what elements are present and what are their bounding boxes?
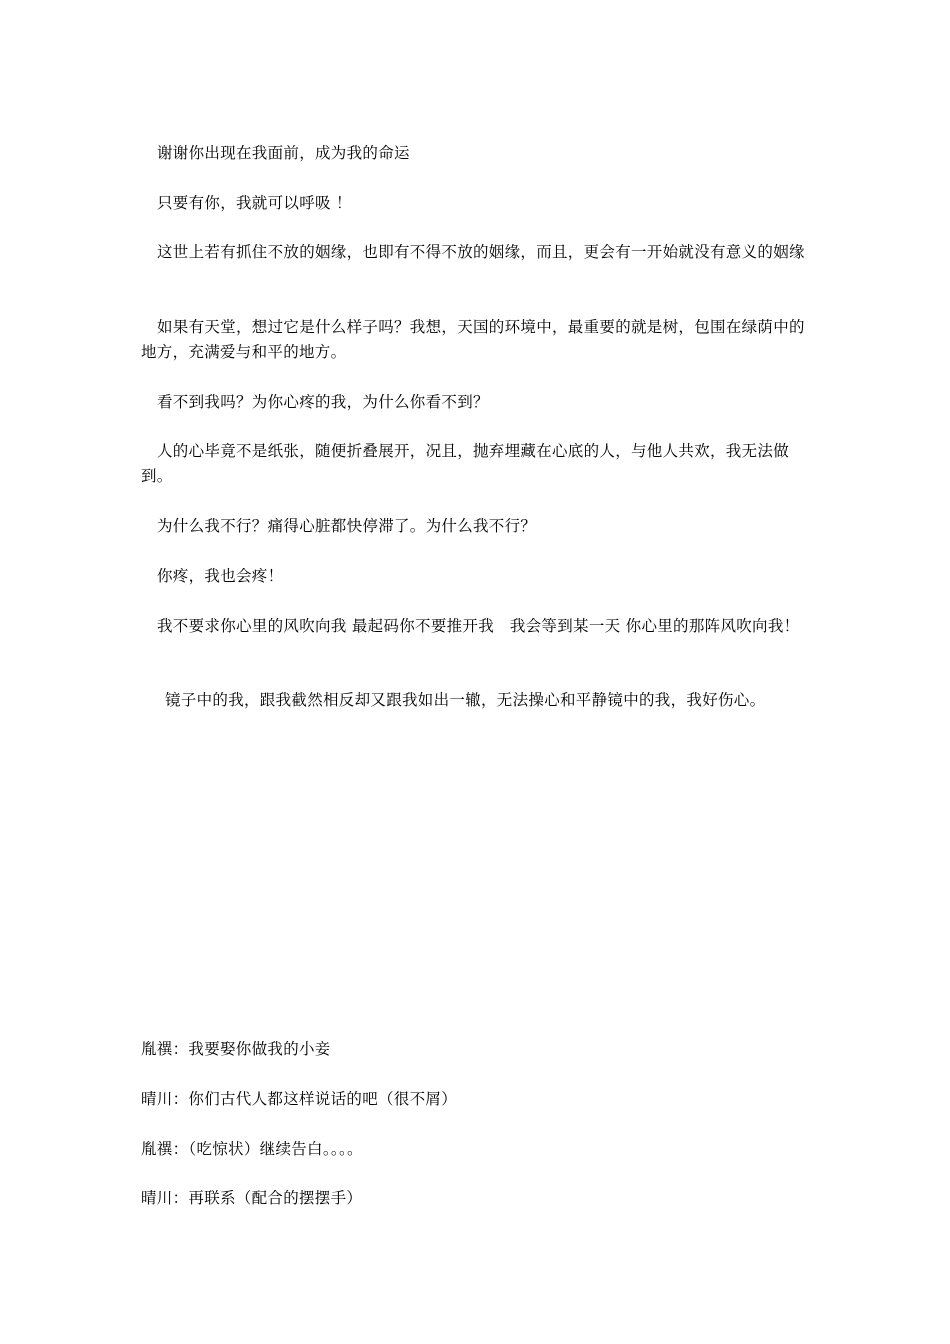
quote-paragraph: 人的心毕竟不是纸张，随便折叠展开，况且，抛弃埋藏在心底的人，与他人共欢，我无法做到。 xyxy=(141,442,790,485)
dialogue-line: 晴川：你们古代人都这样说话的吧（很不屑） xyxy=(141,1090,458,1108)
quote-paragraph: 看不到我吗？为你心疼的我，为什么你看不到？ xyxy=(157,393,489,411)
dialogue-line: 胤禩：我要娶你做我的小妾 xyxy=(141,1040,331,1058)
quote-paragraph: 谢谢你出现在我面前，成为我的命运 xyxy=(157,144,410,162)
quote-paragraph: 为什么我不行？痛得心脏都快停滞了。为什么我不行？ xyxy=(157,517,537,535)
quote-paragraph: 我不要求你心里的风吹向我 最起码你不要推开我 我会等到某一天 你心里的那阵风吹向我！ xyxy=(157,617,800,635)
quote-paragraph: 只要有你，我就可以呼吸 ！ xyxy=(157,194,352,212)
quote-paragraph: 镜子中的我，跟我截然相反却又跟我如出一辙，无法操心和平静镜中的我，我好伤心。 xyxy=(165,691,766,709)
quote-paragraph: 你疼，我也会疼！ xyxy=(157,567,284,585)
dialogue-line: 晴川：再联系（配合的摆摆手） xyxy=(141,1189,363,1207)
quote-paragraph: 如果有天堂，想过它是什么样子吗？我想，天国的环境中，最重要的就是树，包围在绿荫中的地方，充满爱与和平的地方。 xyxy=(141,318,805,361)
quote-paragraph: 这世上若有抓住不放的姻缘，也即有不得不放的姻缘，而且，更会有一开始就没有意义的姻缘 xyxy=(157,243,805,261)
dialogue-line: 胤禩：（吃惊状）继续告白。。。。 xyxy=(141,1140,363,1158)
